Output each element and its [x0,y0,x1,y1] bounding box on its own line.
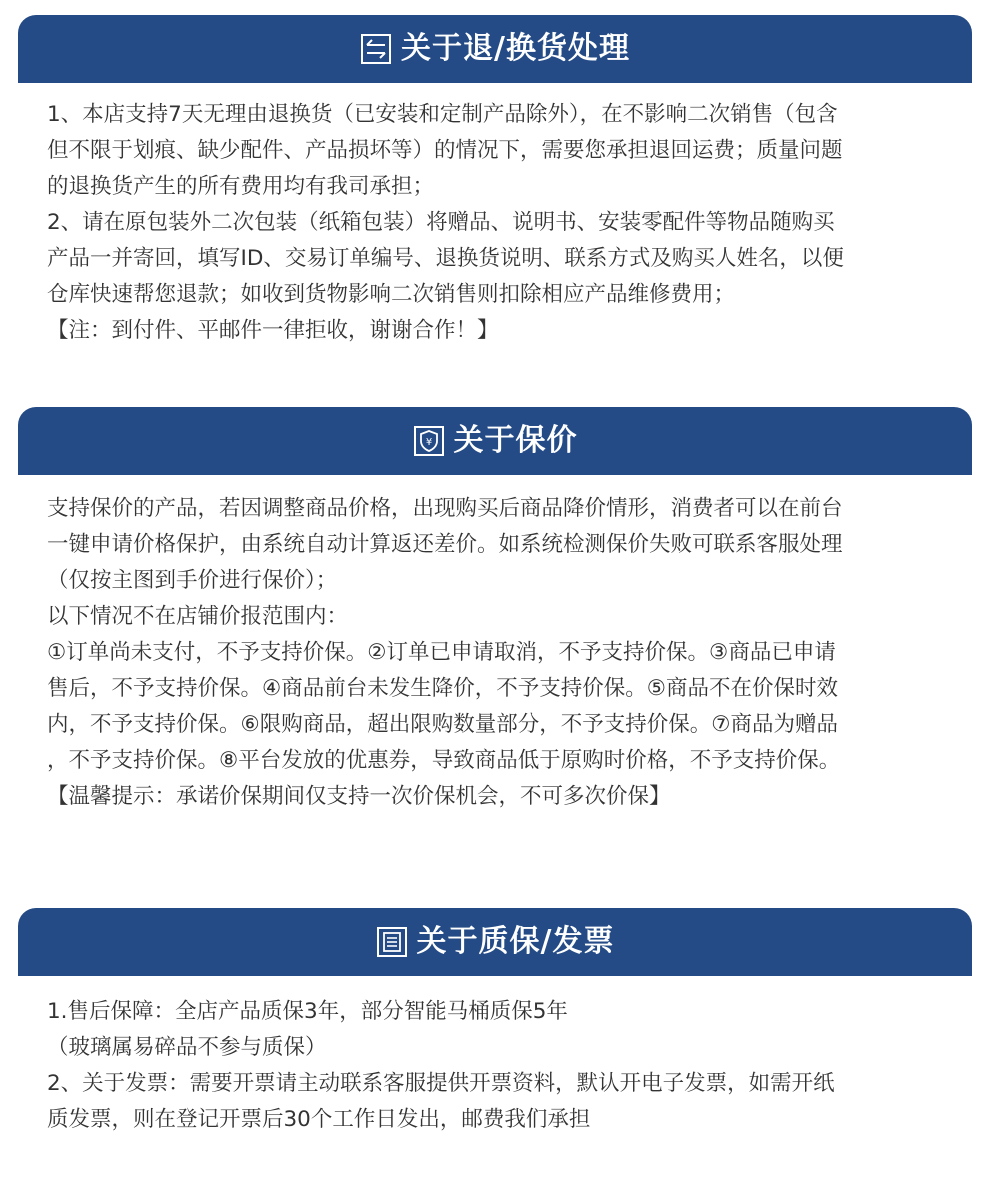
paragraph-line: 内，不予支持价保。⑥限购商品，超出限购数量部分，不予支持价保。⑦商品为赠品 [47,712,839,737]
exchange-icon [360,33,392,65]
paragraph-line: 2、请在原包装外二次包装（纸箱包装）将赠品、说明书、安装零配件等物品随购买 [47,210,835,235]
paragraph-line: 质发票，则在登记开票后30个工作日发出，邮费我们承担 [47,1107,591,1132]
paragraph-line: 【温馨提示：承诺价保期间仅支持一次价保机会，不可多次价保】 [47,784,671,809]
section-content-returns [47,97,947,349]
paragraph-line: 的退换货产生的所有费用均有我司承担； [47,174,435,199]
paragraph-line: 以下情况不在店铺价报范围内： [47,604,349,629]
section-title: 关于保价 [453,423,578,458]
paragraph-line: 售后，不予支持价保。④商品前台未发生降价，不予支持价保。⑤商品不在价保时效 [47,676,839,701]
section-title: 关于质保/发票 [416,924,615,959]
price-shield-icon [413,425,445,457]
paragraph-line: （仅按主图到手价进行保价）； [47,568,338,593]
section-content-warranty-invoice [47,994,947,1138]
paragraph-line: 1.售后保障：全店产品质保3年，部分智能马桶质保5年 [47,999,568,1024]
paragraph-line: 【注：到付件、平邮件一律拒收，谢谢合作！】 [47,318,499,343]
section-title: 关于退/换货处理 [401,31,630,66]
section-header-returns [18,15,972,83]
invoice-icon [376,926,408,958]
section-header-price-protection [18,407,972,475]
paragraph-line: 一键申请价格保护，由系统自动计算返还差价。如系统检测保价失败可联系客服处理 [47,532,843,557]
paragraph-line: （玻璃属易碎品不参与质保） [47,1035,327,1060]
section-header-warranty-invoice [18,908,972,976]
paragraph-line: 仓库快速帮您退款；如收到货物影响二次销售则扣除相应产品维修费用； [47,282,736,307]
paragraph-line: 但不限于划痕、缺少配件、产品损坏等）的情况下，需要您承担退回运费；质量问题 [47,138,843,163]
paragraph-line: ①订单尚未支付，不予支持价保。②订单已申请取消，不予支持价保。③商品已申请 [47,640,836,665]
paragraph-line: 1、本店支持7天无理由退换货（已安装和定制产品除外），在不影响二次销售（包含 [47,102,838,127]
paragraph-line: 2、关于发票：需要开票请主动联系客服提供开票资料，默认开电子发票，如需开纸 [47,1071,835,1096]
paragraph-line: 产品一并寄回，填写ID、交易订单编号、退换货说明、联系方式及购买人姓名，以便 [47,246,844,271]
paragraph-line: 支持保价的产品，若因调整商品价格，出现购买后商品降价情形，消费者可以在前台 [47,496,843,521]
svg-text:¥: ¥ [425,437,432,448]
section-content-price-protection [47,491,947,815]
paragraph-line: ，不予支持价保。⑧平台发放的优惠券，导致商品低于原购时价格，不予支持价保。 [47,748,841,773]
